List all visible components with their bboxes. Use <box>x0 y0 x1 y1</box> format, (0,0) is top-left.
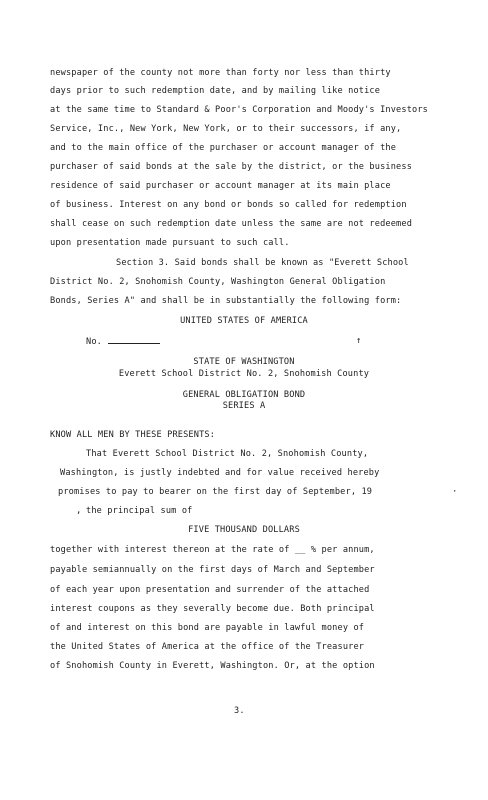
body-line: together with interest thereon at the rate of __ % per annum, <box>50 545 375 555</box>
usa-heading: UNITED STATES OF AMERICA <box>180 316 308 326</box>
text-line: at the same time to Standard & Poor's Corporation and Moody's Investors <box>50 105 428 115</box>
text-line: of business. Interest on any bond or bonds so called for redemption <box>50 200 407 210</box>
body-line: of and interest on this bond are payable in lawful money of <box>50 623 365 633</box>
no-label: No. <box>86 337 102 347</box>
page-number: 3. <box>234 706 245 716</box>
section-3-line: Section 3. Said bonds shall be known as "Everett School <box>116 258 409 268</box>
bond-heading: GENERAL OBLIGATION BOND <box>182 390 306 400</box>
margin-mark-icon: · <box>452 487 458 497</box>
section-3-line: District No. 2, Snohomish County, Washington General Obligation <box>50 277 386 287</box>
body-line: of Snohomish County in Everett, Washington. Or, at the option <box>50 661 375 671</box>
body-line: That Everett School District No. 2, Snohomish County, <box>86 449 369 459</box>
margin-mark-icon: ↑ <box>356 336 362 346</box>
bond-number-blank <box>108 336 160 344</box>
body-line: of each year upon presentation and surrender of the attached <box>50 585 370 595</box>
know-all-heading: KNOW ALL MEN BY THESE PRESENTS: <box>50 430 216 440</box>
series-heading: SERIES A <box>222 401 266 411</box>
text-line: newspaper of the county not more than forty nor less than thirty <box>50 68 391 78</box>
text-line: days prior to such redemption date, and by mailing like notice <box>50 86 381 96</box>
body-line: payable semiannually on the first days of March and September <box>50 565 375 575</box>
bond-number-label <box>86 336 160 348</box>
body-line: Washington, is justly indebted and for value received hereby <box>60 468 380 478</box>
text-line: shall cease on such redemption date unless the same are not redeemed <box>50 219 413 229</box>
text-line: purchaser of said bonds at the sale by the district, or the business <box>50 162 413 172</box>
text-line: and to the main office of the purchaser or account manager of the <box>50 143 397 153</box>
text-line: Service, Inc., New York, New York, or to their successors, if any, <box>50 124 402 134</box>
body-line: interest coupons as they severally become due. Both principal <box>50 604 375 614</box>
margin-mark-icon: , <box>76 506 82 516</box>
state-heading: STATE OF WASHINGTON <box>193 357 295 367</box>
district-heading: Everett School District No. 2, Snohomish County <box>118 369 370 379</box>
body-line: promises to pay to bearer on the first day of September, 19 <box>58 487 373 497</box>
body-line: the United States of America at the office of the Treasurer <box>50 642 365 652</box>
text-line: upon presentation made pursuant to such call. <box>50 238 290 248</box>
amount-heading: FIVE THOUSAND DOLLARS <box>188 525 300 535</box>
text-line: residence of said purchaser or account manager at its main place <box>50 181 391 191</box>
section-3-line: Bonds, Series A" and shall be in substantially the following form: <box>50 296 402 306</box>
body-line: the principal sum of <box>86 506 193 516</box>
